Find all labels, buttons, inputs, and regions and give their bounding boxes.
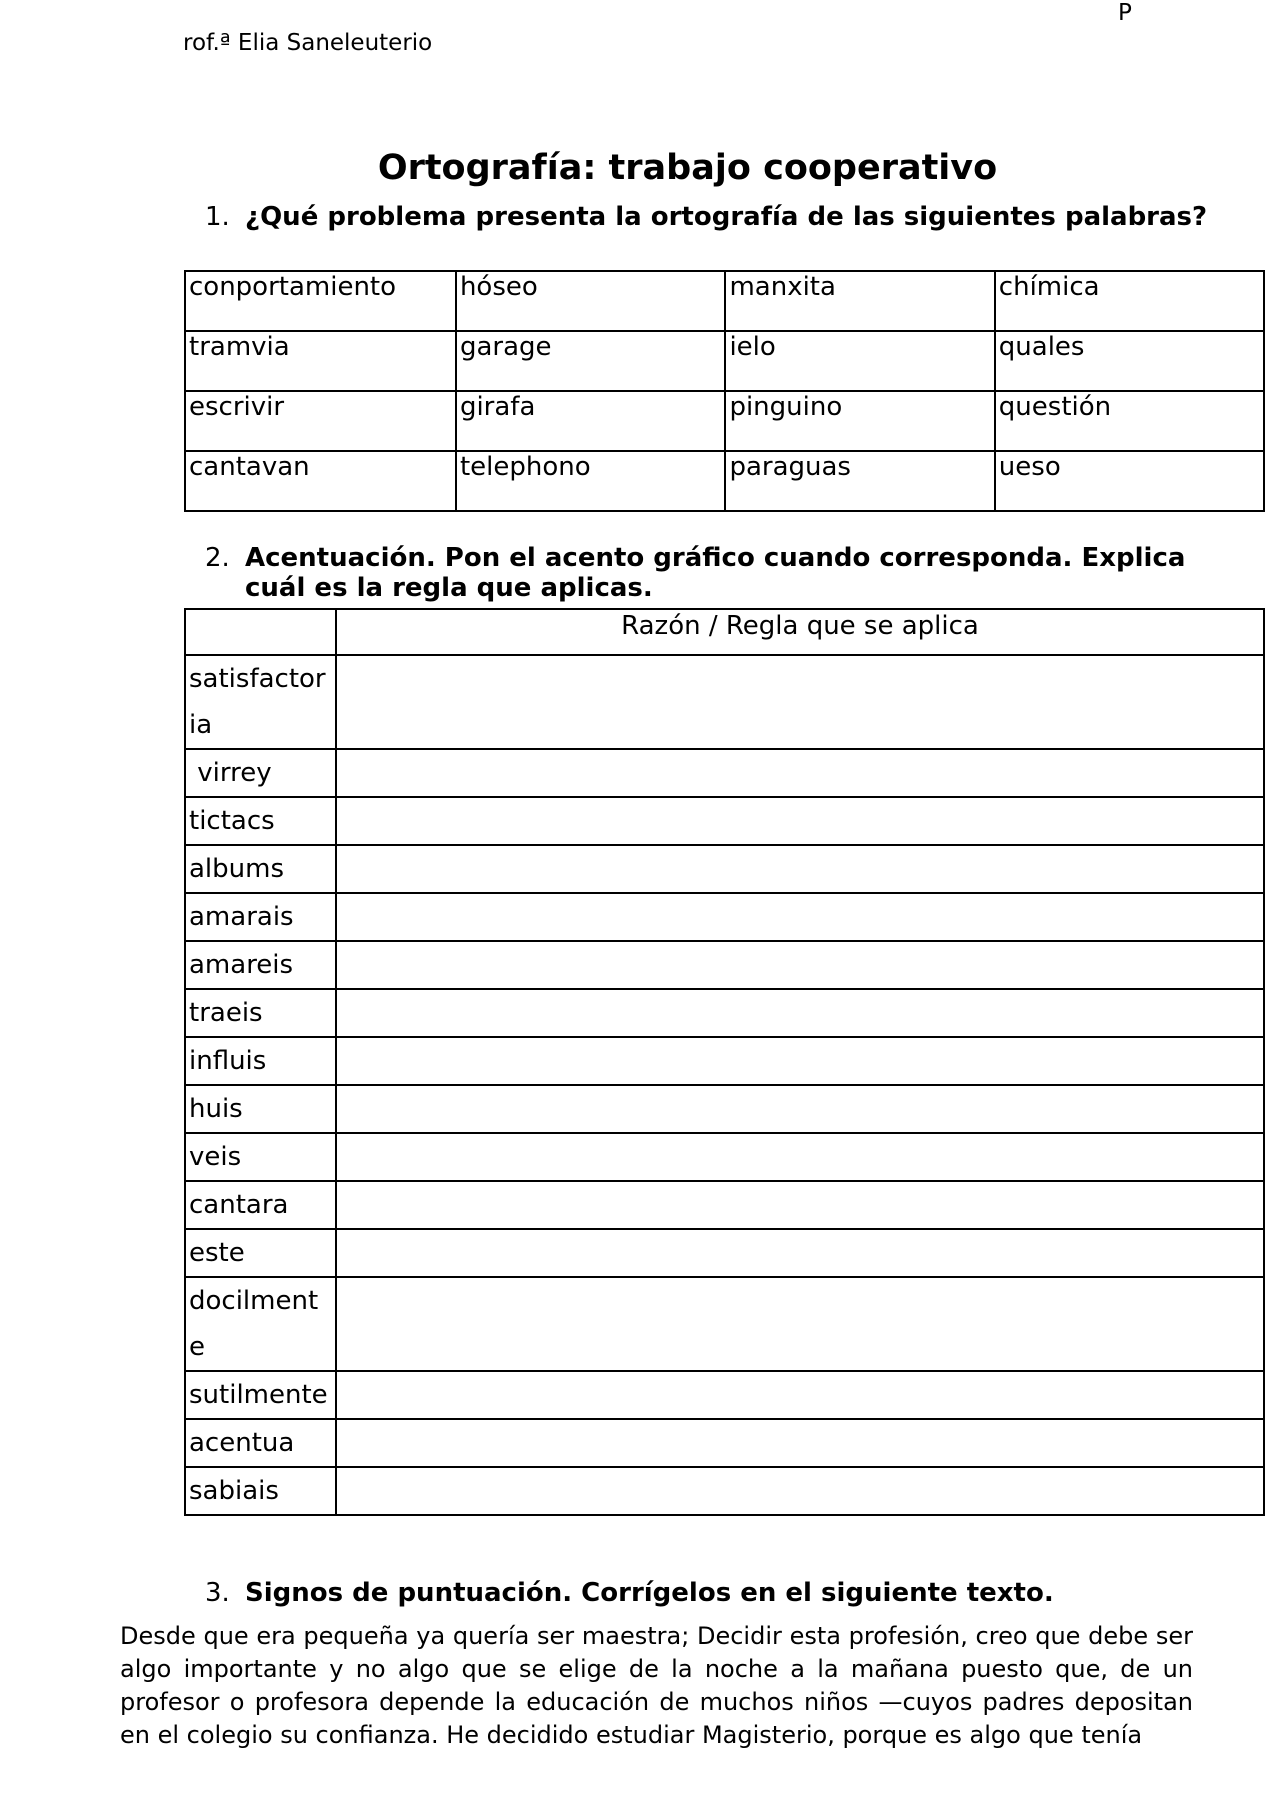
spelling-cell: girafa bbox=[456, 391, 726, 451]
answer-cell[interactable] bbox=[336, 1037, 1264, 1085]
answer-cell[interactable] bbox=[336, 749, 1264, 797]
table-row bbox=[185, 331, 1264, 391]
word-cell: influis bbox=[185, 1037, 336, 1085]
word-cell: docilmente bbox=[185, 1277, 336, 1371]
answer-cell[interactable] bbox=[336, 1085, 1264, 1133]
spelling-cell: quales bbox=[995, 331, 1264, 391]
word-cell: sabiais bbox=[185, 1467, 336, 1515]
table-row bbox=[185, 1037, 1264, 1085]
table-row bbox=[185, 989, 1264, 1037]
question-3-text: Signos de puntuación. Corrígelos en el siguiente texto. bbox=[245, 1578, 1054, 1608]
spelling-cell: manxita bbox=[725, 271, 994, 331]
word-cell: traeis bbox=[185, 989, 336, 1037]
answer-cell[interactable] bbox=[336, 797, 1264, 845]
spelling-cell: tramvia bbox=[185, 331, 456, 391]
punctuation-paragraph: Desde que era pequeña ya quería ser maestra; Decidir esta profesión, creo que debe ser algo importante y no algo que se elige de la noche a la mañana puesto que, de un profesor o profesora depende la educación de muchos niños —cuyos padres depositan en el colegio su confianza. He decidido estudiar Magisterio, porque es algo que tenía bbox=[120, 1622, 1193, 1749]
word-cell: este bbox=[185, 1229, 336, 1277]
table-row bbox=[185, 797, 1264, 845]
answer-cell[interactable] bbox=[336, 941, 1264, 989]
spelling-cell: hóseo bbox=[456, 271, 726, 331]
word-cell: albums bbox=[185, 845, 336, 893]
header-author: rof.ª Elia Saneleuterio bbox=[183, 30, 433, 56]
word-cell: tictacs bbox=[185, 797, 336, 845]
table-row bbox=[185, 1181, 1264, 1229]
word-cell: amarais bbox=[185, 893, 336, 941]
question-2-text: Acentuación. Pon el acento gráfico cuando corresponda. Explica cuál es la regla que aplicas. bbox=[245, 543, 1186, 603]
spelling-table bbox=[184, 270, 1265, 512]
word-cell: sutilmente bbox=[185, 1371, 336, 1419]
table-row bbox=[185, 655, 1264, 749]
word-cell: amareis bbox=[185, 941, 336, 989]
answer-cell[interactable] bbox=[336, 1419, 1264, 1467]
answer-cell[interactable] bbox=[336, 893, 1264, 941]
table-row bbox=[185, 271, 1264, 331]
table-row bbox=[185, 893, 1264, 941]
table-row bbox=[185, 1229, 1264, 1277]
table-row bbox=[185, 391, 1264, 451]
table-row bbox=[185, 1133, 1264, 1181]
header-page-letter: P bbox=[1118, 0, 1132, 26]
table-row bbox=[185, 749, 1264, 797]
spelling-cell: questión bbox=[995, 391, 1264, 451]
question-2-number: 2. bbox=[205, 543, 230, 573]
accent-table bbox=[184, 608, 1265, 1516]
spelling-cell: ielo bbox=[725, 331, 994, 391]
spelling-cell: ueso bbox=[995, 451, 1264, 511]
word-cell: veis bbox=[185, 1133, 336, 1181]
spelling-cell: conportamiento bbox=[185, 271, 456, 331]
spelling-cell: escrivir bbox=[185, 391, 456, 451]
table-row bbox=[185, 845, 1264, 893]
answer-cell[interactable] bbox=[336, 1467, 1264, 1515]
answer-cell[interactable] bbox=[336, 1133, 1264, 1181]
answer-cell[interactable] bbox=[336, 989, 1264, 1037]
table-row bbox=[185, 1467, 1264, 1515]
word-cell: satisfactoria bbox=[185, 655, 336, 749]
answer-cell[interactable] bbox=[336, 1371, 1264, 1419]
table-row bbox=[185, 1085, 1264, 1133]
table-row bbox=[185, 451, 1264, 511]
spelling-cell: paraguas bbox=[725, 451, 994, 511]
empty-header-cell bbox=[185, 609, 336, 655]
answer-cell[interactable] bbox=[336, 1229, 1264, 1277]
spelling-cell: telephono bbox=[456, 451, 726, 511]
table-row bbox=[185, 1371, 1264, 1419]
spelling-cell: chímica bbox=[995, 271, 1264, 331]
answer-cell[interactable] bbox=[336, 1277, 1264, 1371]
rule-column-header: Razón / Regla que se aplica bbox=[336, 609, 1264, 655]
spelling-cell: cantavan bbox=[185, 451, 456, 511]
word-cell: acentua bbox=[185, 1419, 336, 1467]
word-cell: huis bbox=[185, 1085, 336, 1133]
question-1-number: 1. bbox=[205, 202, 230, 232]
word-cell: cantara bbox=[185, 1181, 336, 1229]
table-row bbox=[185, 1419, 1264, 1467]
question-3-number: 3. bbox=[205, 1578, 230, 1608]
question-1-text: ¿Qué problema presenta la ortografía de las siguientes palabras? bbox=[245, 202, 1208, 232]
answer-cell[interactable] bbox=[336, 845, 1264, 893]
spelling-cell: pinguino bbox=[725, 391, 994, 451]
table-header-row bbox=[185, 609, 1264, 655]
spelling-cell: garage bbox=[456, 331, 726, 391]
word-cell: virrey bbox=[185, 749, 336, 797]
page-title: Ortografía: trabajo cooperativo bbox=[377, 148, 998, 188]
answer-cell[interactable] bbox=[336, 1181, 1264, 1229]
table-row bbox=[185, 941, 1264, 989]
answer-cell[interactable] bbox=[336, 655, 1264, 749]
table-row bbox=[185, 1277, 1264, 1371]
